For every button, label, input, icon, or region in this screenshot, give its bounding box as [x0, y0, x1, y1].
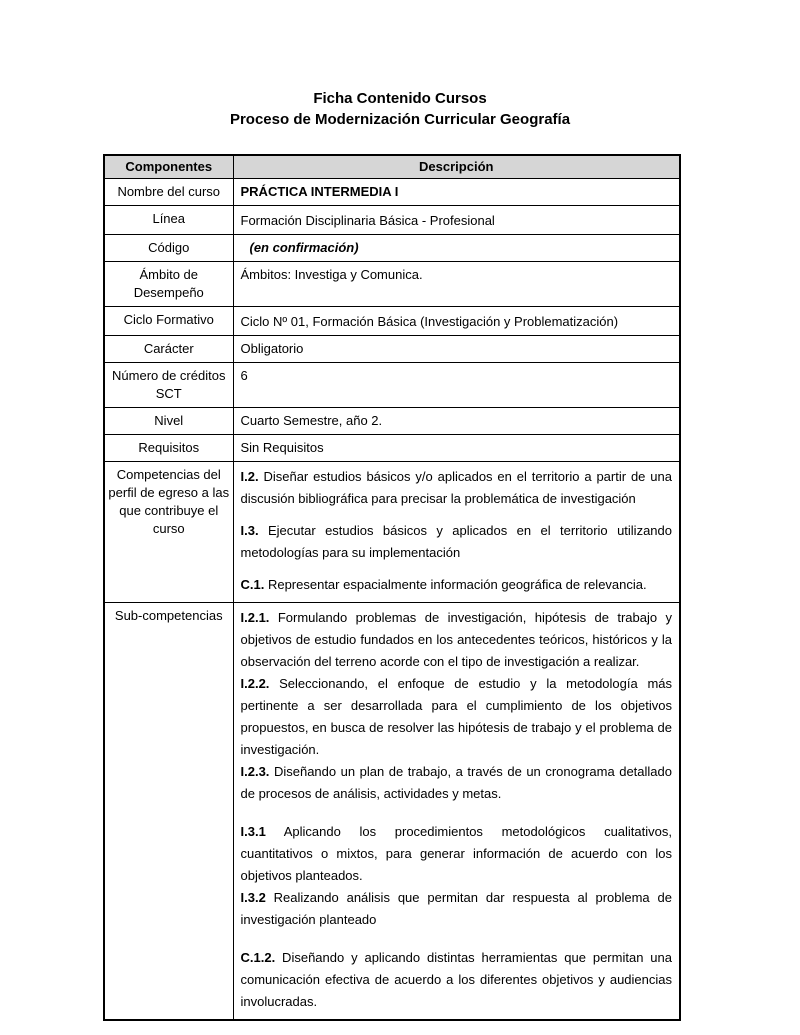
row-label: Ciclo Formativo	[104, 307, 233, 336]
row-value	[233, 603, 680, 1021]
row-value: Obligatorio	[233, 336, 680, 363]
row-requisitos	[104, 435, 680, 462]
paragraph-i223	[241, 761, 673, 805]
paragraph-c12	[241, 947, 673, 1013]
header-cell-descripcion: Descripción	[233, 155, 680, 179]
row-value: 6	[233, 363, 680, 408]
row-value	[233, 462, 680, 603]
row-label: Carácter	[104, 336, 233, 363]
table-header-row	[104, 155, 680, 179]
paragraph-text: Diseñar estudios básicos y/o aplicados en el territorio a partir de una discusión bibliográfica para precisar la problemática de investigación	[240, 469, 672, 506]
title-line-2: Proceso de Modernización Curricular Geografía	[229, 111, 571, 128]
row-nivel	[104, 408, 680, 435]
row-value: Ciclo Nº 01, Formación Básica (Investigación y Problematización)	[233, 307, 680, 336]
row-value: Formación Disciplinaria Básica - Profesional	[233, 206, 680, 235]
row-sub-competencias	[104, 603, 680, 1021]
paragraph-prefix: I.3.1	[240, 824, 266, 839]
paragraph-i31	[241, 821, 673, 887]
paragraph-prefix: I.2.2.	[240, 676, 270, 691]
paragraph-text: Formulando problemas de investigación, hipótesis de trabajo y objetivos de estudio fundados en los antecedentes teóricos, históricos y la observación del terreno acorde con el tipo de investigación a realizar.	[240, 610, 672, 669]
row-label: Código	[104, 235, 233, 262]
row-nombre-del-curso	[104, 179, 680, 206]
row-linea	[104, 206, 680, 235]
row-ciclo-formativo	[104, 307, 680, 336]
row-label: Línea	[104, 206, 233, 235]
paragraph-i221	[241, 607, 673, 673]
paragraph-prefix: I.3.2	[240, 890, 266, 905]
course-info-table	[103, 154, 681, 1021]
paragraph-prefix: I.2.	[240, 469, 259, 484]
paragraph-prefix: C.1.	[240, 577, 265, 592]
row-label: Nivel	[104, 408, 233, 435]
title-line-1: Ficha Contenido Cursos	[313, 90, 487, 107]
row-caracter	[104, 336, 680, 363]
paragraph-text: Diseñando y aplicando distintas herramientas que permitan una comunicación efectiva de acuerdo a los diferentes objetivos y audiencias involucradas.	[240, 950, 672, 1009]
row-value: Sin Requisitos	[233, 435, 680, 462]
paragraph-i2	[241, 466, 673, 510]
row-ambito-de-desempeno	[104, 262, 680, 307]
row-codigo	[104, 235, 680, 262]
paragraph-text: Aplicando los procedimientos metodológicos cualitativos, cuantitativos o mixtos, para generar información de acuerdo con los objetivos planteados.	[240, 824, 672, 883]
paragraph-i32	[241, 887, 673, 931]
paragraph-c1	[241, 574, 673, 596]
paragraph-prefix: I.2.3.	[240, 764, 270, 779]
row-label: Competencias del perfil de egreso a las que contribuye el curso	[104, 462, 233, 603]
paragraph-text: Representar espacialmente información geográfica de relevancia.	[264, 577, 647, 592]
paragraph-text: Realizando análisis que permitan dar respuesta al problema de investigación planteado	[240, 890, 672, 927]
row-value: Ámbitos: Investiga y Comunica.	[233, 262, 680, 307]
paragraph-text: Seleccionando, el enfoque de estudio y la metodología más pertinente a ser desarrollada para el cumplimiento de los objetivos propuestos, en busca de resolver las hipótesis de trabajo y el problema de investigación.	[240, 676, 672, 757]
paragraph-i222	[241, 673, 673, 761]
paragraph-prefix: C.1.2.	[240, 950, 276, 965]
row-label: Nombre del curso	[104, 179, 233, 206]
row-numero-creditos-sct	[104, 363, 680, 408]
paragraph-text: Ejecutar estudios básicos y aplicados en el territorio utilizando metodologías para su implementación	[240, 523, 672, 560]
row-value: Cuarto Semestre, año 2.	[233, 408, 680, 435]
row-competencias-perfil-egreso	[104, 462, 680, 603]
row-label: Número de créditos SCT	[104, 363, 233, 408]
paragraph-prefix: I.2.1.	[240, 610, 270, 625]
row-value: PRÁCTICA INTERMEDIA I	[233, 179, 680, 206]
row-label: Requisitos	[104, 435, 233, 462]
header-cell-componentes: Componentes	[104, 155, 233, 179]
row-label: Sub-competencias	[104, 603, 233, 1021]
row-label: Ámbito de Desempeño	[104, 262, 233, 307]
paragraph-text: Diseñando un plan de trabajo, a través de un cronograma detallado de procesos de análisis, actividades y metas.	[240, 764, 672, 801]
row-value: (en confirmación)	[233, 235, 680, 262]
paragraph-prefix: I.3.	[240, 523, 259, 538]
document-title	[0, 88, 800, 130]
paragraph-i3	[241, 520, 673, 564]
